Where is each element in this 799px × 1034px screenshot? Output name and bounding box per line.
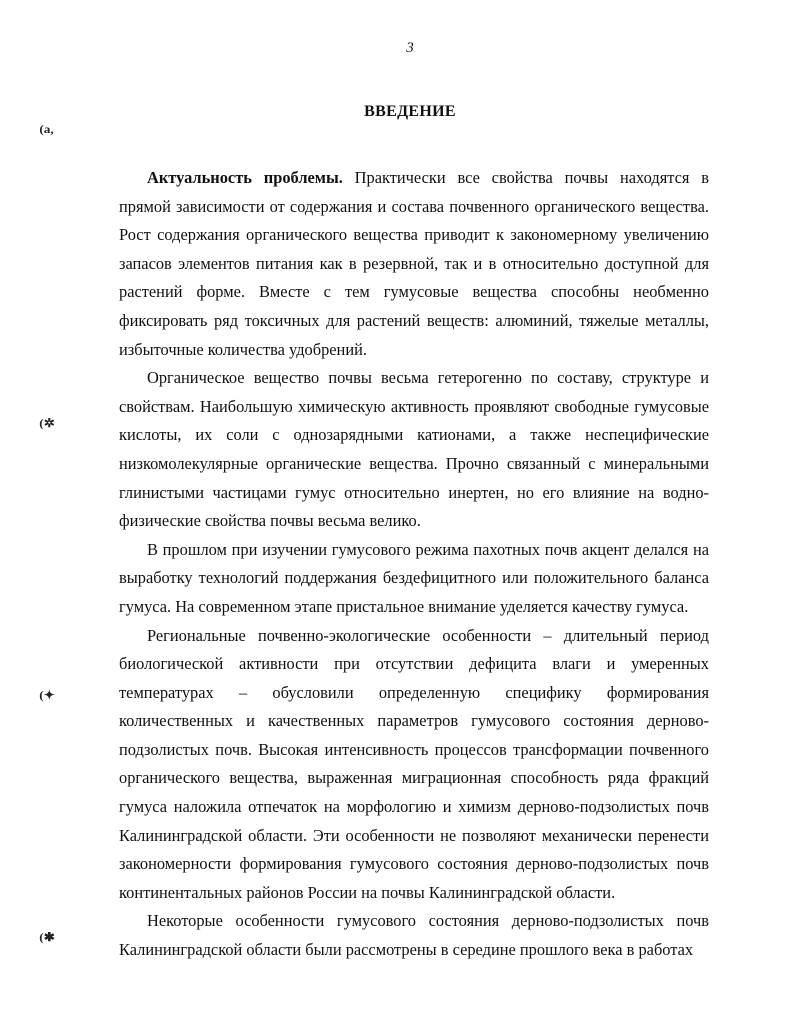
paragraph: В прошлом при изучении гумусового режима пахотных почв акцент делался на выработку технологий поддержания бездефицитного или положительного баланса гумуса. На современном этапе пристальное внимание уделяется качеству гумуса. xyxy=(119,539,709,616)
paragraph: Некоторые особенности гумусового состояния дерново-подзолистых почв Калининградской области были рассмотрены в середине прошлого века в работах xyxy=(119,911,709,960)
paragraph-lead: Актуальность проблемы. xyxy=(147,168,343,187)
paragraph: Региональные почвенно-экологические особенности – длительный период биологической активности при отсутствии дефицита влаги и умеренных температурах – обусловили определенную специфику формирования количественных и качественных параметров гумусового состояния дерново-подзолистых почв. Высокая интенсивность процессов трансформации почвенного органического вещества, выраженная миграционная способность ряда фракций гумуса наложила отпечаток на морфологию и химизм дерново-подзолистых почв Калининградской области. Эти особенности не позволяют механически перенести закономерности формирования гумусового состояния дерново-подзолистых почв континентальных районов России на почвы Калининградской области. xyxy=(119,625,709,902)
margin-mark: (✲ xyxy=(39,416,55,430)
body-text xyxy=(119,164,709,965)
margin-mark: (✱ xyxy=(39,930,55,944)
paragraph-relevance xyxy=(119,164,709,364)
margin-mark: (✦ xyxy=(39,688,55,702)
paragraph: Органическое вещество почвы весьма гетерогенно по составу, структуре и свойствам. Наибольшую химическую активность проявляют свободные гумусовые кислоты, их соли с однозарядными катионами, а также неспецифические низкомолекулярные органические вещества. Прочно связанный с минеральными глинистыми частицами гумус относительно инертен, но его влияние на водно-физические свойства почвы весьма велико. xyxy=(119,368,709,531)
page-title: ВВЕДЕНИЕ xyxy=(364,103,456,120)
page-number: 3 xyxy=(406,40,414,56)
margin-mark: (a, xyxy=(39,122,54,136)
paragraph-text: Практически все свойства почвы находятся в прямой зависимости от содержания и состава почвенного органического вещества. Рост содержания органического вещества приводит к закономерному увеличению запасов элементов питания как в резервной, так и в относительно доступной для растений форме. Вместе с тем гумусовые вещества способны необменно фиксировать ряд токсичных для растений веществ: алюминий, тяжелые металлы, избыточные количества удобрений. xyxy=(119,168,709,359)
